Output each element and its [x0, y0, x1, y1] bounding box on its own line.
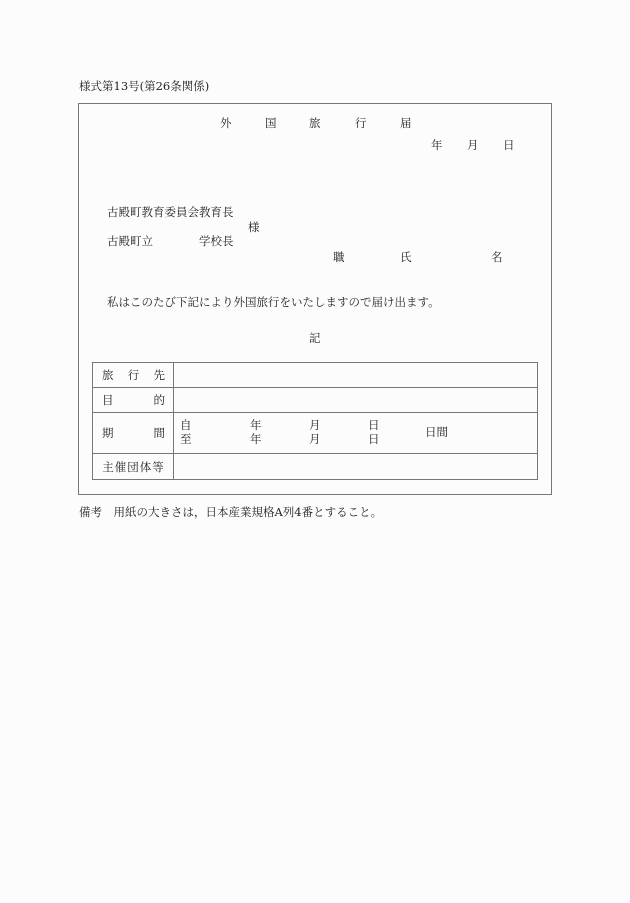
- period-to-day: 日: [368, 432, 380, 446]
- label-destination: [93, 363, 174, 388]
- title-char: 外: [220, 116, 232, 130]
- label-char: 目: [102, 393, 114, 407]
- addressee-honorific: 様: [248, 220, 260, 234]
- label-text: 主催団体等: [102, 459, 165, 474]
- date-year: 年: [431, 138, 443, 152]
- organizer-field[interactable]: [174, 454, 538, 480]
- addressee-line2-suffix: 学校長: [199, 234, 234, 248]
- trip-details-table: [92, 362, 538, 480]
- title-char: 旅: [309, 116, 321, 130]
- label-purpose: [93, 388, 174, 413]
- label-period: [93, 413, 174, 454]
- title-char: 行: [355, 116, 367, 130]
- applicant-name-char: 名: [491, 250, 503, 264]
- label-char: 行: [127, 368, 140, 382]
- label-char: 期: [102, 426, 114, 440]
- period-field[interactable]: [174, 413, 538, 454]
- title-char: 国: [265, 116, 277, 130]
- form-number: 様式第13号(第26条関係): [79, 79, 210, 93]
- date-day: 日: [503, 138, 515, 152]
- footnote: 備考 用紙の大きさは，日本産業規格A列4番とすること。: [79, 505, 383, 519]
- label-char: 的: [153, 393, 165, 407]
- applicant-name-char: 氏: [400, 250, 412, 264]
- label-organizer: [93, 454, 174, 480]
- period-days: 日間: [425, 425, 448, 439]
- addressee-line1: 古殿町教育委員会教育長: [107, 205, 234, 219]
- statement: 私はこのたび下記により外国旅行をいたしますので届け出ます。: [107, 295, 440, 309]
- title-char: 届: [400, 116, 412, 130]
- period-from-label: 自: [180, 418, 192, 432]
- label-char: 先: [153, 368, 165, 382]
- addressee-line2-prefix: 古殿町立: [107, 234, 153, 248]
- label-char: 旅: [102, 368, 114, 382]
- table-row: [93, 363, 538, 388]
- period-to-year: 年: [250, 432, 262, 446]
- label-char: 間: [153, 426, 165, 440]
- period-to-month: 月: [309, 432, 321, 446]
- period-from-day: 日: [368, 418, 380, 432]
- purpose-field[interactable]: [174, 388, 538, 413]
- date-month: 月: [467, 138, 479, 152]
- period-from-month: 月: [309, 418, 321, 432]
- destination-field[interactable]: [174, 363, 538, 388]
- table-row: [93, 454, 538, 480]
- table-row: [93, 413, 538, 454]
- period-from-year: 年: [250, 418, 262, 432]
- applicant-position: 職: [333, 250, 345, 264]
- ki-heading: 記: [309, 331, 321, 345]
- table-row: [93, 388, 538, 413]
- period-to-label: 至: [180, 432, 192, 446]
